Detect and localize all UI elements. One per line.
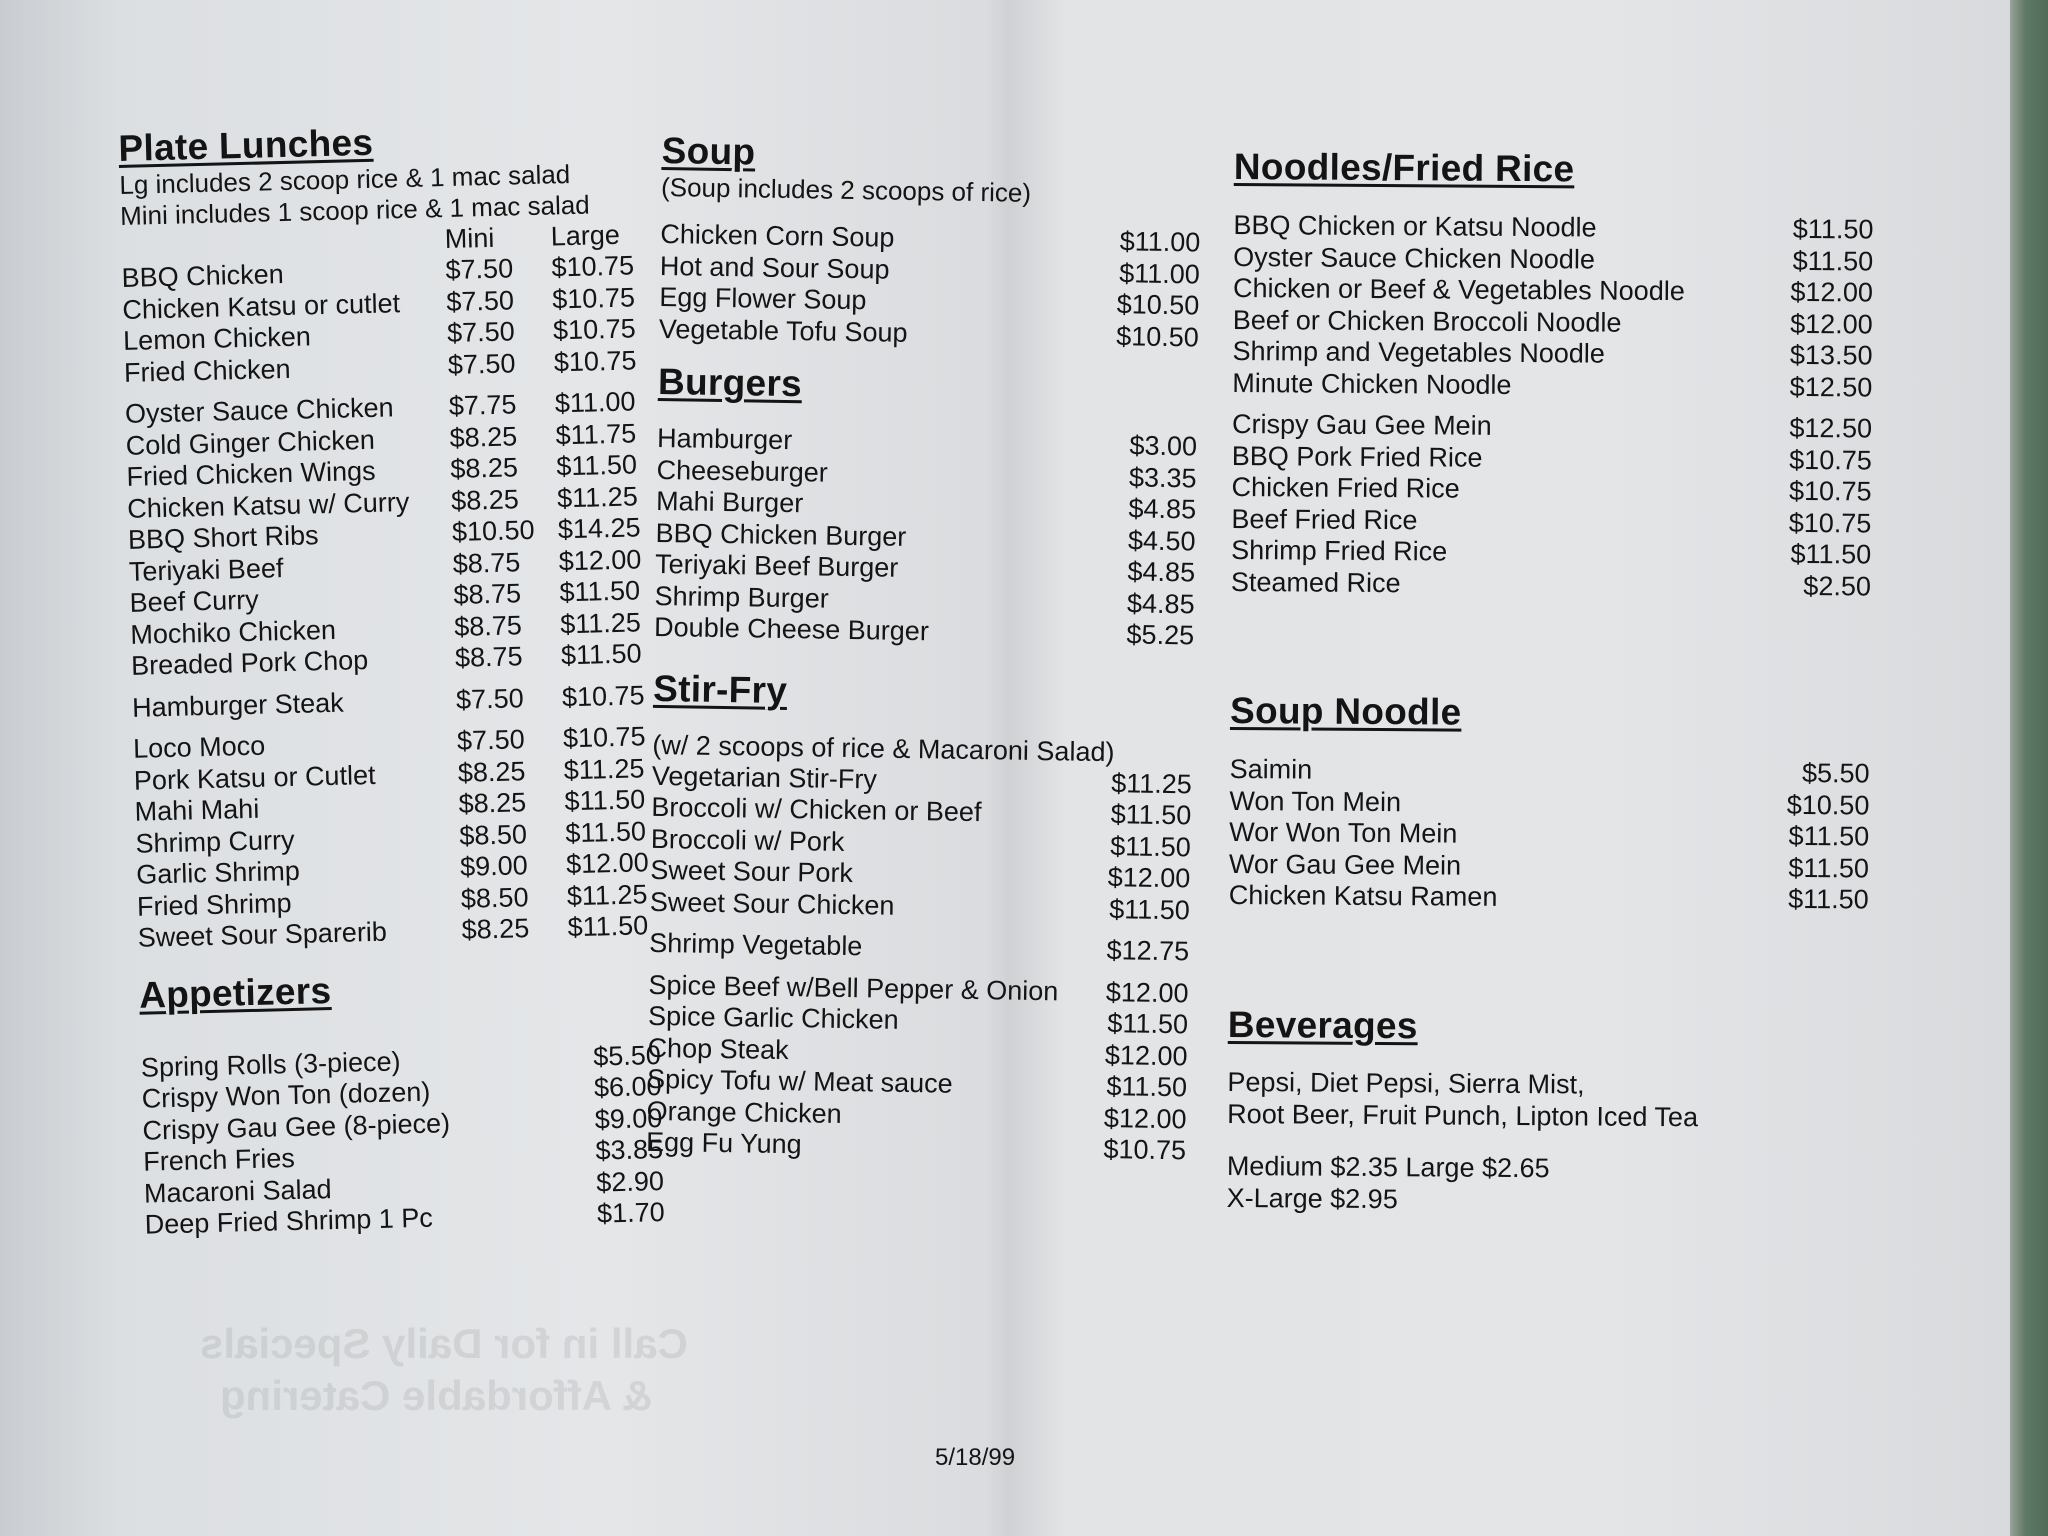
item-name: Spicy Tofu w/ Meat sauce <box>646 1063 953 1099</box>
soup-list <box>659 219 1201 353</box>
plate-lunch-group <box>121 250 644 389</box>
item-name: Cold Ginger Chicken <box>125 424 376 461</box>
item-price: $10.50 <box>1116 289 1200 321</box>
item-price: $11.50 <box>1788 820 1870 852</box>
bleed-through-text: & Affordable Catering <box>220 1372 653 1419</box>
item-name: Double Cheese Burger <box>653 611 930 647</box>
item-price-mini: $7.50 <box>445 284 515 317</box>
print-date: 5/18/99 <box>935 1444 1016 1471</box>
item-price: $11.50 <box>1110 830 1192 862</box>
item-price: $12.50 <box>1789 371 1873 402</box>
item-price: $9.00 <box>594 1102 663 1135</box>
menu-item <box>1233 210 1873 246</box>
item-name: Shrimp Curry <box>135 824 295 859</box>
item-price-large: $10.75 <box>551 250 635 283</box>
item-name: Won Ton Mein <box>1229 785 1402 817</box>
item-name: Sweet Sour Pork <box>650 854 854 889</box>
item-name: Chicken Katsu w/ Curry <box>126 486 410 524</box>
menu-item <box>1232 472 1872 508</box>
item-price: $11.50 <box>1109 893 1191 925</box>
burgers-heading: Burgers <box>657 360 803 405</box>
item-name: Steamed Rice <box>1230 566 1401 598</box>
item-price-mini: $8.25 <box>461 913 530 945</box>
appetizers-list <box>141 1040 665 1242</box>
item-price-mini: $7.50 <box>455 682 524 715</box>
item-name: Breaded Pork Chop <box>130 645 369 681</box>
item-price: $12.75 <box>1106 935 1190 967</box>
item-price-large: $10.75 <box>561 679 645 712</box>
plate-lunch-group <box>133 721 658 954</box>
column-left <box>118 115 665 1241</box>
item-price: $11.50 <box>1107 1008 1189 1040</box>
item-price-large: $10.75 <box>552 313 637 346</box>
large-header: Large <box>550 219 621 252</box>
item-price-large: $11.75 <box>555 417 637 450</box>
item-price-mini: $7.50 <box>447 347 516 380</box>
burgers-list <box>654 423 1197 652</box>
mini-header: Mini <box>444 222 495 255</box>
item-price: $12.00 <box>1103 1102 1187 1134</box>
item-price-mini: $8.50 <box>459 818 528 851</box>
item-price: $3.35 <box>1128 461 1197 493</box>
item-name: Mahi Mahi <box>134 793 260 827</box>
item-price-large: $11.50 <box>556 449 638 482</box>
item-name: BBQ Short Ribs <box>127 520 319 555</box>
menu-item <box>1233 304 1873 340</box>
item-price-mini: $7.50 <box>446 316 516 349</box>
item-price-large: $11.50 <box>564 815 647 848</box>
item-price: $10.75 <box>1788 475 1872 507</box>
item-name: Shrimp Vegetable <box>648 927 863 962</box>
item-price: $11.00 <box>1119 257 1201 289</box>
item-price: $11.50 <box>1788 883 1869 915</box>
item-price: $10.75 <box>1788 507 1872 538</box>
soup-heading: Soup <box>661 130 756 173</box>
item-name: Oyster Sauce Chicken <box>124 392 394 429</box>
item-price: $5.50 <box>1801 757 1870 789</box>
noodles-group <box>1232 210 1873 403</box>
table-background <box>2010 0 2048 1536</box>
item-name: Broccoli w/ Chicken or Beef <box>651 791 982 828</box>
plate-lunches-heading: Plate Lunches <box>118 121 374 169</box>
item-name: Crispy Gau Gee (8-piece) <box>142 1107 451 1146</box>
item-price: $11.50 <box>1788 852 1870 883</box>
stir-fry-note: (w/ 2 scoops of rice & Macaroni Salad) <box>652 729 1115 767</box>
plate-lunches-note: Mini includes 1 scoop rice & 1 mac salad <box>119 189 591 231</box>
item-name: Shrimp and Vegetables Noodle <box>1232 335 1605 369</box>
menu-item <box>1229 848 1869 884</box>
item-price: $4.50 <box>1127 524 1196 556</box>
item-name: Fried Chicken <box>123 353 291 388</box>
item-name: Chicken Corn Soup <box>660 218 895 253</box>
item-name: Fried Shrimp <box>136 887 292 922</box>
item-name: Chicken Fried Rice <box>1231 471 1460 504</box>
item-name: Beef Fried Rice <box>1231 503 1418 535</box>
item-name: Shrimp Burger <box>654 580 829 614</box>
item-price: $5.25 <box>1126 619 1195 651</box>
item-price-large: $11.50 <box>559 575 641 608</box>
menu-item <box>1231 503 1871 539</box>
item-price-large: $12.00 <box>565 847 650 880</box>
item-name: Loco Moco <box>132 730 266 764</box>
item-name: French Fries <box>142 1142 296 1177</box>
item-price: $2.50 <box>1803 570 1872 601</box>
menu-item <box>1232 367 1872 403</box>
item-price: $12.00 <box>1104 1039 1188 1071</box>
item-name: BBQ Pork Fried Rice <box>1231 440 1483 473</box>
item-name: Wor Gau Gee Mein <box>1228 848 1462 881</box>
item-name: Garlic Shrimp <box>135 855 301 890</box>
item-name: Mochiko Chicken <box>130 614 337 650</box>
noodles-group <box>1231 409 1872 602</box>
item-name: Chicken or Beef & Vegetables Noodle <box>1232 272 1685 307</box>
item-price: $11.25 <box>1110 767 1193 799</box>
item-price-mini: $7.75 <box>448 389 517 421</box>
item-price-large: $10.75 <box>553 344 637 377</box>
beverages-heading: Beverages <box>1227 1003 1418 1046</box>
item-name: Hamburger <box>656 422 793 456</box>
item-name: Shrimp Fried Rice <box>1231 534 1448 567</box>
item-name: BBQ Chicken or Katsu Noodle <box>1233 209 1597 243</box>
item-price: $10.75 <box>1789 444 1872 475</box>
item-price: $12.50 <box>1789 412 1873 444</box>
item-price-mini: $8.25 <box>449 420 518 453</box>
item-price: $12.00 <box>1790 308 1873 339</box>
plate-lunches-note: Lg includes 2 scoop rice & 1 mac salad <box>119 158 571 200</box>
item-price: $11.50 <box>1792 213 1874 245</box>
item-price-large: $11.25 <box>559 606 642 639</box>
item-price-mini: $8.25 <box>450 483 520 516</box>
item-name: Wor Won Ton Mein <box>1229 816 1458 849</box>
item-name: Vegetarian Stir-Fry <box>651 760 878 794</box>
menu-item <box>1231 535 1871 571</box>
soup-note: (Soup includes 2 scoops of rice) <box>660 171 1032 208</box>
item-price-mini: $8.25 <box>450 452 519 484</box>
item-name: Broccoli w/ Pork <box>650 823 845 857</box>
item-name: Egg Fu Yung <box>645 1126 802 1160</box>
stir-fry-group <box>646 969 1189 1166</box>
item-name: Lemon Chicken <box>122 321 312 356</box>
item-price: $4.85 <box>1127 556 1196 588</box>
item-price: $11.50 <box>1106 1071 1188 1103</box>
item-price: $11.50 <box>1110 799 1192 831</box>
item-name: Hamburger Steak <box>131 687 345 723</box>
item-price: $5.50 <box>592 1039 662 1072</box>
item-name: Teriyaki Beef Burger <box>654 548 899 583</box>
item-price-large: $10.75 <box>562 721 646 754</box>
item-name: Oyster Sauce Chicken Noodle <box>1233 241 1596 275</box>
item-price: $12.00 <box>1105 976 1189 1008</box>
item-name: Spring Rolls (3-piece) <box>140 1045 401 1083</box>
beverages-list: Pepsi, Diet Pepsi, Sierra Mist, <box>1227 1066 1585 1099</box>
item-price-large: $11.50 <box>567 910 649 943</box>
item-name: Minute Chicken Noodle <box>1232 367 1512 400</box>
item-price-large: $11.50 <box>564 784 646 817</box>
item-price-mini: $9.00 <box>459 850 529 882</box>
item-price-large: $11.00 <box>554 386 636 419</box>
beverage-sizes: Medium $2.35 Large $2.65 <box>1226 1150 1550 1183</box>
item-price: $10.50 <box>1786 789 1870 820</box>
item-price: $2.90 <box>595 1165 665 1198</box>
column-middle <box>646 130 1202 1167</box>
item-price-large: $11.25 <box>563 752 645 785</box>
menu-item <box>1229 880 1869 916</box>
bleed-through-text: Call in for Daily Specials <box>200 1320 688 1367</box>
item-name: Cheeseburger <box>656 454 829 488</box>
item-price: $4.85 <box>1126 587 1195 619</box>
item-price: $11.00 <box>1119 226 1201 258</box>
item-price: $11.50 <box>1792 245 1874 276</box>
stir-fry-group <box>650 760 1192 926</box>
item-name: Chop Steak <box>647 1032 789 1065</box>
menu-item <box>1230 754 1870 790</box>
beverage-sizes: X-Large $2.95 <box>1226 1182 1398 1214</box>
item-price: $11.50 <box>1790 538 1872 570</box>
menu-item <box>1229 817 1869 853</box>
item-name: Beef Curry <box>129 584 259 618</box>
item-name: Sweet Sour Sparerib <box>137 916 388 953</box>
item-price-mini: $10.50 <box>451 514 535 547</box>
item-name: Deep Fried Shrimp 1 Pc <box>144 1202 434 1240</box>
item-price: $4.85 <box>1128 493 1197 525</box>
item-name: BBQ Chicken <box>121 258 285 293</box>
item-price: $12.00 <box>1790 276 1874 308</box>
item-price-mini: $7.50 <box>445 253 514 286</box>
menu-item <box>1232 440 1872 476</box>
item-price-mini: $8.75 <box>452 546 521 579</box>
item-price: $12.00 <box>1107 862 1191 894</box>
item-price: $1.70 <box>596 1196 666 1229</box>
beverages-list: Root Beer, Fruit Punch, Lipton Iced Tea <box>1227 1098 1699 1132</box>
menu-item <box>1232 409 1872 445</box>
item-price-mini: $8.25 <box>458 787 527 819</box>
item-price: $13.50 <box>1789 339 1873 371</box>
item-price-large: $11.50 <box>560 638 642 671</box>
item-name: Chicken Katsu or cutlet <box>122 287 401 325</box>
item-name: Chicken Katsu Ramen <box>1228 879 1498 912</box>
item-price-mini: $8.50 <box>460 881 529 914</box>
menu-item <box>1231 566 1871 602</box>
stir-fry-heading: Stir-Fry <box>652 667 788 711</box>
item-price-large: $14.25 <box>557 512 641 545</box>
appetizers-heading: Appetizers <box>138 969 332 1016</box>
item-name: Crispy Won Ton (dozen) <box>141 1076 431 1114</box>
item-name: Saimin <box>1229 753 1313 785</box>
menu-item <box>1232 336 1872 372</box>
item-price-large: $11.25 <box>556 480 639 513</box>
item-price-mini: $8.75 <box>453 609 523 642</box>
item-name: Hot and Sour Soup <box>659 250 890 285</box>
item-price: $3.00 <box>1129 430 1198 462</box>
item-price-mini: $8.25 <box>457 755 526 788</box>
item-price-large: $12.00 <box>558 543 642 576</box>
menu-item <box>1233 273 1873 309</box>
item-name: Teriyaki Beef <box>128 552 284 587</box>
item-name: Vegetable Tofu Soup <box>658 313 908 348</box>
item-price-mini: $7.50 <box>456 724 526 756</box>
item-price-mini: $8.75 <box>453 578 522 610</box>
item-name: Fried Chicken Wings <box>126 455 376 492</box>
item-price: $10.50 <box>1115 320 1200 352</box>
item-name: Egg Flower Soup <box>659 281 867 316</box>
noodles-heading: Noodles/Fried Rice <box>1233 146 1575 190</box>
item-name: Spice Beef w/Bell Pepper & Onion <box>648 969 1059 1006</box>
item-name: Spice Garlic Chicken <box>647 1000 899 1035</box>
item-price-large: $11.25 <box>566 878 648 911</box>
item-name: Macaroni Salad <box>143 1173 332 1209</box>
column-right <box>1227 146 1874 1218</box>
item-price: $6.00 <box>593 1071 662 1103</box>
item-name: BBQ Chicken Burger <box>655 517 907 552</box>
soup-noodle-heading: Soup Noodle <box>1229 689 1462 733</box>
item-price-large: $10.75 <box>551 281 636 314</box>
item-price-mini: $8.75 <box>454 641 523 673</box>
item-name: Sweet Sour Chicken <box>649 886 895 921</box>
item-name: Crispy Gau Gee Mein <box>1231 408 1492 441</box>
item-price: $3.85 <box>595 1133 664 1166</box>
item-name: Pork Katsu or Cutlet <box>133 759 376 796</box>
menu-item <box>1233 241 1873 277</box>
item-name: Beef or Chicken Broccoli Noodle <box>1232 304 1622 338</box>
item-name: Mahi Burger <box>655 485 804 519</box>
plate-lunch-group <box>125 386 652 682</box>
item-price: $10.75 <box>1103 1134 1187 1166</box>
menu-item <box>1229 785 1869 821</box>
item-name: Orange Chicken <box>646 1095 842 1129</box>
soup-noodle-list <box>1229 754 1870 916</box>
